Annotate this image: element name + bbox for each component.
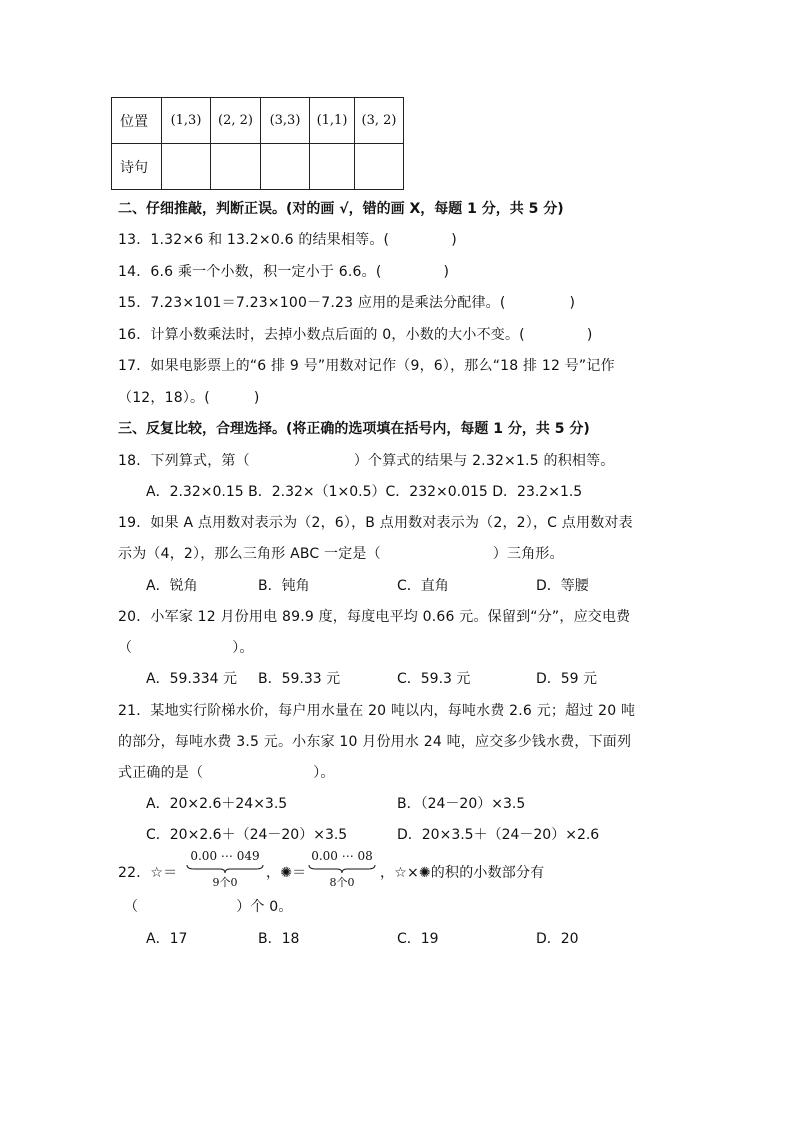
option-d[interactable]: D．等腰 <box>536 578 589 594</box>
option-b[interactable]: B．59.33 元 <box>258 671 341 687</box>
table-cell-poem-blank[interactable] <box>355 144 404 190</box>
option-a[interactable]: A．锐角 <box>146 578 198 594</box>
question-19-line2 <box>118 543 564 563</box>
option-c[interactable]: C．59.3 元 <box>397 671 471 687</box>
option-b[interactable]: B．18 <box>258 931 300 947</box>
sun-value <box>306 848 378 864</box>
question-text: ）三角形。 <box>492 546 564 562</box>
close-paren: ) <box>451 232 457 248</box>
table-cell-poem-blank[interactable] <box>211 144 261 190</box>
question-22-mid: ，✺＝ <box>266 865 307 881</box>
option-a[interactable]: A．17 <box>146 931 188 947</box>
table-cell-position: (1,3) <box>162 98 211 144</box>
table-cell-position: (3,3) <box>261 98 310 144</box>
position-table <box>111 97 404 190</box>
question-18 <box>118 450 615 470</box>
question-18-options: A．2.32×0.15 B．2.32×（1×0.5）C．232×0.015 D．23.2×1.5 <box>146 484 583 500</box>
open-paren: （ <box>124 899 139 915</box>
question-13 <box>118 229 457 249</box>
question-20-line2 <box>118 637 254 657</box>
question-text: （12，18）。( <box>118 390 210 406</box>
star-zero-count: 9个0 <box>212 876 238 889</box>
option-c[interactable]: C．19 <box>397 931 439 947</box>
question-21-line1: 21．某地实行阶梯水价，每户用水量在 20 吨以内，每吨水费 2.6 元；超过 20 吨 <box>118 703 636 719</box>
sun-value-top: 0.00 ⋯ 08 <box>311 849 373 863</box>
section2-title: 二、仔细推敲，判断正误。(对的画 √，错的画 X，每题 1 分，共 5 分) <box>118 201 564 217</box>
option-a[interactable]: A．59.334 元 <box>146 671 238 687</box>
option-b[interactable]: B．（24－20）×3.5 <box>397 796 526 812</box>
option-a[interactable]: A．20×2.6＋24×3.5 <box>146 796 288 812</box>
question-text: 16．计算小数乘法时，去掉小数点后面的 0，小数的大小不变。( <box>118 327 525 343</box>
table-row <box>112 98 404 144</box>
question-text: 13．1.32×6 和 13.2×0.6 的结果相等。( <box>118 232 390 248</box>
underbrace-icon <box>186 864 264 874</box>
close-paren: ) <box>586 327 593 343</box>
close-paren: ）。 <box>313 765 335 781</box>
option-b[interactable]: B．钝角 <box>258 578 310 594</box>
underbrace-icon <box>308 864 376 874</box>
option-d[interactable]: D．20×3.5＋（24－20）×2.6 <box>397 827 600 843</box>
question-text: 18．下列算式，第（ <box>118 453 250 469</box>
close-paren: ）。 <box>232 640 254 656</box>
close-paren: ) <box>569 295 576 311</box>
question-17-line1: 17．如果电影票上的“6 排 9 号”用数对记作（9，6），那么“18 排 12 号”记作 <box>118 358 615 374</box>
table-header-poem: 诗句 <box>112 144 162 190</box>
question-22-line2 <box>124 896 293 916</box>
close-paren: ）个 0。 <box>236 899 293 915</box>
question-21-line2: 的部分，每吨水费 3.5 元。小东家 10 月份用水 24 吨，应交多少钱水费，下面列 <box>118 734 632 750</box>
option-d[interactable]: D．20 <box>536 931 579 947</box>
question-text: 15．7.23×101＝7.23×100－7.23 应用的是乘法分配律。( <box>118 295 506 311</box>
table-row <box>112 144 404 190</box>
table-cell-position: (2, 2) <box>211 98 261 144</box>
option-c[interactable]: C．20×2.6＋（24－20）×3.5 <box>146 827 348 843</box>
question-22-suffix: ，☆×✺的积的小数部分有 <box>380 865 545 881</box>
question-21-line3 <box>118 762 335 782</box>
question-15 <box>118 292 575 312</box>
table-cell-poem-blank[interactable] <box>261 144 310 190</box>
star-value <box>185 848 265 864</box>
question-17-line2 <box>118 387 260 407</box>
question-text: 14．6.6 乘一个小数，积一定小于 6.6。( <box>118 264 382 280</box>
question-14 <box>118 261 449 281</box>
table-cell-position: (3, 2) <box>355 98 404 144</box>
option-d[interactable]: D．59 元 <box>536 671 598 687</box>
question-22-prefix: 22．☆＝ <box>118 865 178 881</box>
open-paren: （ <box>118 640 133 656</box>
question-text: ）个算式的结果与 2.32×1.5 的积相等。 <box>353 453 615 469</box>
question-20-line1: 20．小军家 12 月份用电 89.9 度，每度电平均 0.66 元。保留到“分”，应交电费 <box>118 609 631 625</box>
table-cell-poem-blank[interactable] <box>162 144 211 190</box>
sun-zero-count: 8个0 <box>329 876 355 889</box>
table-header-position: 位置 <box>112 98 162 144</box>
star-value-top: 0.00 ⋯ 049 <box>190 849 260 863</box>
question-16 <box>118 324 593 344</box>
close-paren: ) <box>253 390 260 406</box>
table-cell-position: (1,1) <box>310 98 355 144</box>
question-text: 示为（4，2），那么三角形 ABC 一定是（ <box>118 546 381 562</box>
option-c[interactable]: C．直角 <box>397 578 449 594</box>
table-cell-poem-blank[interactable] <box>310 144 355 190</box>
question-text: 式正确的是（ <box>118 765 204 781</box>
section3-title: 三、反复比较，合理选择。(将正确的选项填在括号内，每题 1 分，共 5 分) <box>118 421 590 437</box>
question-19-line1: 19．如果 A 点用数对表示为（2，6），B 点用数对表示为（2，2），C 点用数对表 <box>118 515 633 531</box>
close-paren: ) <box>443 264 450 280</box>
